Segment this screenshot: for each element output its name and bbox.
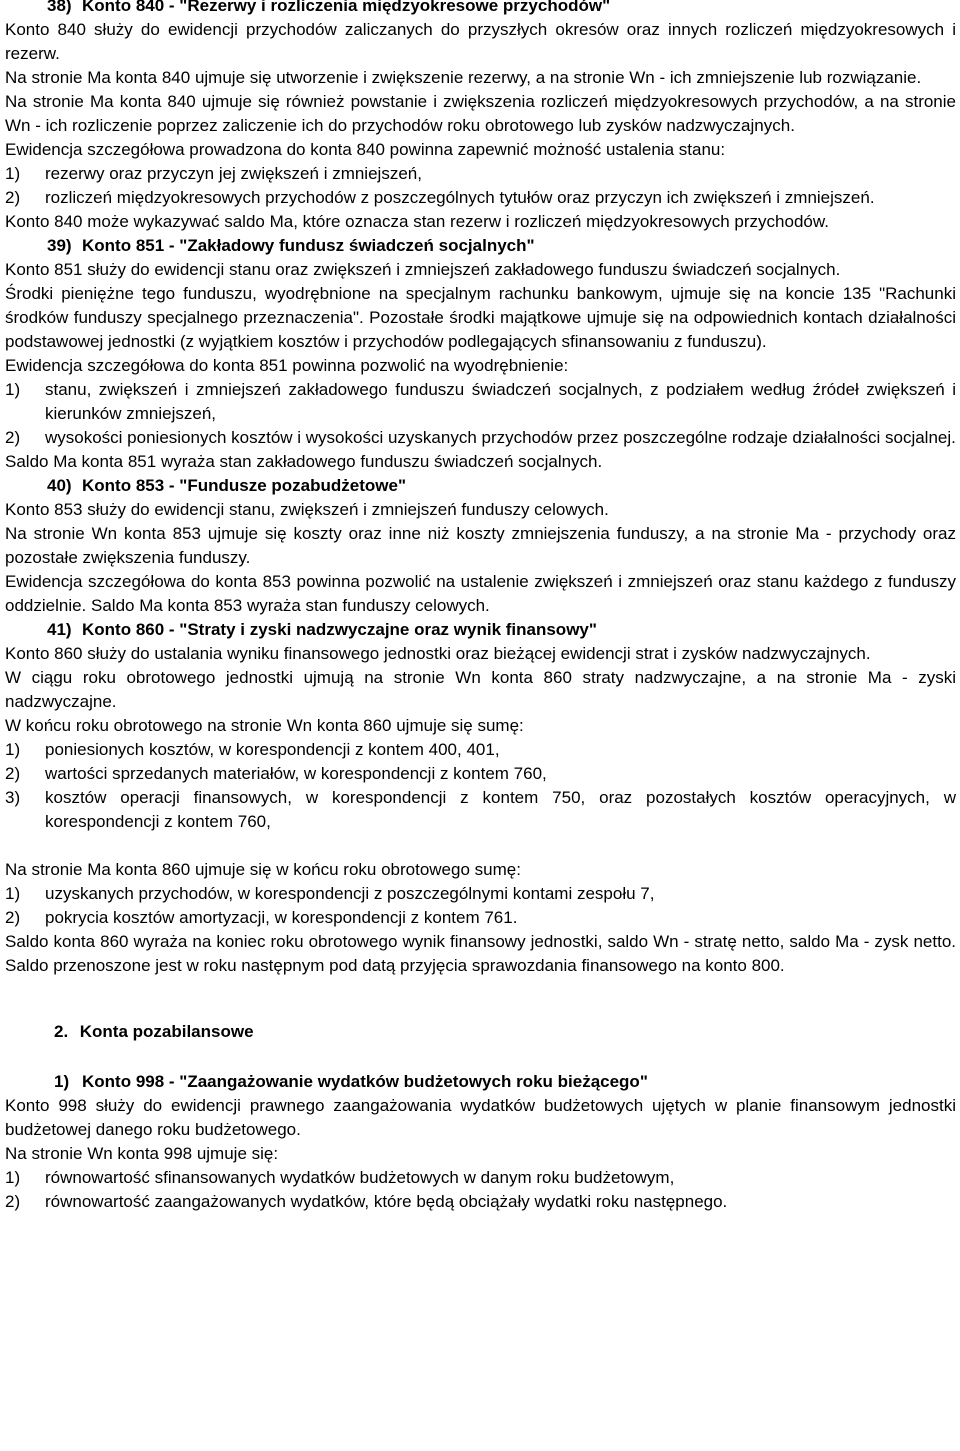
paragraph: W ciągu roku obrotowego jednostki ujmują na stronie Wn konta 860 straty nadzwyczajne, a na stronie Ma - zyski nadzwyczajne. (5, 668, 956, 711)
list-item-number: 1) (5, 1168, 21, 1187)
paragraph: Konto 860 służy do ustalania wyniku finansowego jednostki oraz bieżącej ewidencji strat i zysków nadzwyczajnych. (5, 644, 871, 663)
paragraph: Ewidencja szczegółowa do konta 851 powinna pozwolić na wyodrębnienie: (5, 356, 569, 375)
list-item-text: równowartość zaangażowanych wydatków, które będą obciążały wydatki roku następnego. (45, 1192, 728, 1211)
section-title: Konto 998 - "Zaangażowanie wydatków budżetowych roku bieżącego" (82, 1072, 648, 1091)
paragraph: Konto 840 może wykazywać saldo Ma, które oznacza stan rezerw i rozliczeń międzyokresowych przychodów. (5, 212, 829, 231)
section-number: 38) (47, 0, 72, 15)
list-item-number: 1) (5, 740, 21, 759)
list-item (5, 162, 956, 186)
section-number: 40) (47, 476, 72, 495)
list-item-number: 2) (5, 908, 21, 927)
list-item-text: pokrycia kosztów amortyzacji, w korespondencji z kontem 761. (45, 908, 518, 927)
list-item (5, 426, 956, 450)
paragraph: Saldo Ma konta 851 wyraża stan zakładowego funduszu świadczeń socjalnych. (5, 452, 603, 471)
list-item-text: wartości sprzedanych materiałów, w korespondencji z kontem 760, (45, 764, 547, 783)
chapter-title: Konta pozabilansowe (79, 1022, 254, 1041)
section-title: Konto 851 - "Zakładowy fundusz świadczeń socjalnych" (82, 236, 535, 255)
list-item-text: rezerwy oraz przyczyn jej zwiększeń i zmniejszeń, (45, 164, 422, 183)
chapter-number: 2. (54, 1022, 69, 1041)
section-number: 41) (47, 620, 72, 639)
list-item-number: 1) (5, 380, 21, 399)
paragraph: Konto 851 służy do ewidencji stanu oraz zwiększeń i zmniejszeń zakładowego funduszu świadczeń socjalnych. (5, 260, 841, 279)
section-title: Konto 860 - "Straty i zyski nadzwyczajne oraz wynik finansowy" (82, 620, 597, 639)
section-heading-998 (5, 1070, 956, 1094)
list-item (5, 1166, 956, 1190)
section-heading-39 (5, 234, 956, 258)
paragraph: Na stronie Ma konta 840 ujmuje się również powstanie i zwiększenia rozliczeń międzyokresowych przychodów, a na stronie Wn - ich rozliczenie poprzez zaliczenie ich do przychodów roku obrotowego lub zysków nadzwyczajnych. (5, 92, 956, 135)
list-item-text: uzyskanych przychodów, w korespondencji z poszczególnymi kontami zespołu 7, (45, 884, 655, 903)
spacer (5, 834, 956, 858)
list-item (5, 906, 956, 930)
list-item (5, 1190, 956, 1214)
list-item (5, 378, 956, 426)
list-item-text: rozliczeń międzyokresowych przychodów z poszczególnych tytułów oraz przyczyn ich zwiększeń i zmniejszeń. (45, 188, 875, 207)
paragraph: Na stronie Ma konta 860 ujmuje się w końcu roku obrotowego sumę: (5, 860, 521, 879)
list-item-number: 3) (5, 788, 21, 807)
paragraph: Konto 840 służy do ewidencji przychodów zaliczanych do przyszłych okresów oraz innych rozliczeń międzyokresowych i rezerw. (5, 20, 956, 63)
paragraph: Ewidencja szczegółowa do konta 853 powinna pozwolić na ustalenie zwiększeń i zmniejszeń oraz stanu każdego z funduszy oddzielnie. Saldo Ma konta 853 wyraża stan funduszy celowych. (5, 572, 956, 615)
paragraph: Na stronie Wn konta 998 ujmuje się: (5, 1144, 279, 1163)
section-heading-41 (5, 618, 956, 642)
section-number: 1) (54, 1072, 70, 1091)
paragraph: W końcu roku obrotowego na stronie Wn konta 860 ujmuje się sumę: (5, 716, 524, 735)
list-item-number: 1) (5, 164, 21, 183)
chapter-heading (5, 1020, 956, 1044)
paragraph: Ewidencja szczegółowa prowadzona do konta 840 powinna zapewnić możność ustalenia stanu: (5, 140, 726, 159)
list-item-text: poniesionych kosztów, w korespondencji z kontem 400, 401, (45, 740, 500, 759)
list-item-number: 2) (5, 188, 21, 207)
list-item-text: stanu, zwiększeń i zmniejszeń zakładowego funduszu świadczeń socjalnych, z podziałem według źródeł zwiększeń i kierunków zmniejszeń, (45, 380, 956, 423)
list-item (5, 762, 956, 786)
list-item-number: 2) (5, 1192, 21, 1211)
paragraph: Saldo konta 860 wyraża na koniec roku obrotowego wynik finansowy jednostki, saldo Wn - stratę netto, saldo Ma - zysk netto. Saldo przenoszone jest w roku następnym pod datą przyjęcia sprawozdania finansowego na konto 800. (5, 932, 956, 975)
list-item (5, 186, 956, 210)
paragraph: Na stronie Wn konta 853 ujmuje się koszty oraz inne niż koszty zmniejszenia funduszy, a na stronie Ma - przychody oraz pozostałe zwiększenia funduszy. (5, 524, 956, 567)
list-item-text: wysokości poniesionych kosztów i wysokości uzyskanych przychodów przez poszczególne rodzaje działalności socjalnej. (45, 428, 956, 447)
spacer (5, 978, 956, 1020)
list-item-number: 2) (5, 764, 21, 783)
section-title: Konto 840 - "Rezerwy i rozliczenia międzyokresowe przychodów" (82, 0, 611, 15)
list-item (5, 882, 956, 906)
paragraph: Konto 853 służy do ewidencji stanu, zwiększeń i zmniejszeń funduszy celowych. (5, 500, 609, 519)
section-number: 39) (47, 236, 72, 255)
section-title: Konto 853 - "Fundusze pozabudżetowe" (82, 476, 407, 495)
section-heading-40 (5, 474, 956, 498)
section-heading-38 (5, 0, 956, 18)
paragraph: Konto 998 służy do ewidencji prawnego zaangażowania wydatków budżetowych ujętych w planie finansowym jednostki budżetowej danego roku budżetowego. (5, 1096, 956, 1139)
list-item-number: 2) (5, 428, 21, 447)
list-item-text: kosztów operacji finansowych, w korespondencji z kontem 750, oraz pozostałych kosztów operacyjnych, w korespondencji z kontem 760, (45, 788, 956, 831)
paragraph: Środki pieniężne tego funduszu, wyodrębnione na specjalnym rachunku bankowym, ujmuje się na koncie 135 "Rachunki środków funduszy specjalnego przeznaczenia". Pozostałe środki majątkowe ujmuje się na odpowiednich kontach działalności podstawowej jednostki (z wyjątkiem kosztów i przychodów podlegających sfinansowaniu z funduszu). (5, 284, 956, 351)
paragraph: Na stronie Ma konta 840 ujmuje się utworzenie i zwiększenie rezerwy, a na stronie Wn - ich zmniejszenie lub rozwiązanie. (5, 68, 922, 87)
list-item (5, 738, 956, 762)
spacer (5, 1044, 956, 1070)
list-item (5, 786, 956, 834)
list-item-number: 1) (5, 884, 21, 903)
list-item-text: równowartość sfinansowanych wydatków budżetowych w danym roku budżetowym, (45, 1168, 675, 1187)
